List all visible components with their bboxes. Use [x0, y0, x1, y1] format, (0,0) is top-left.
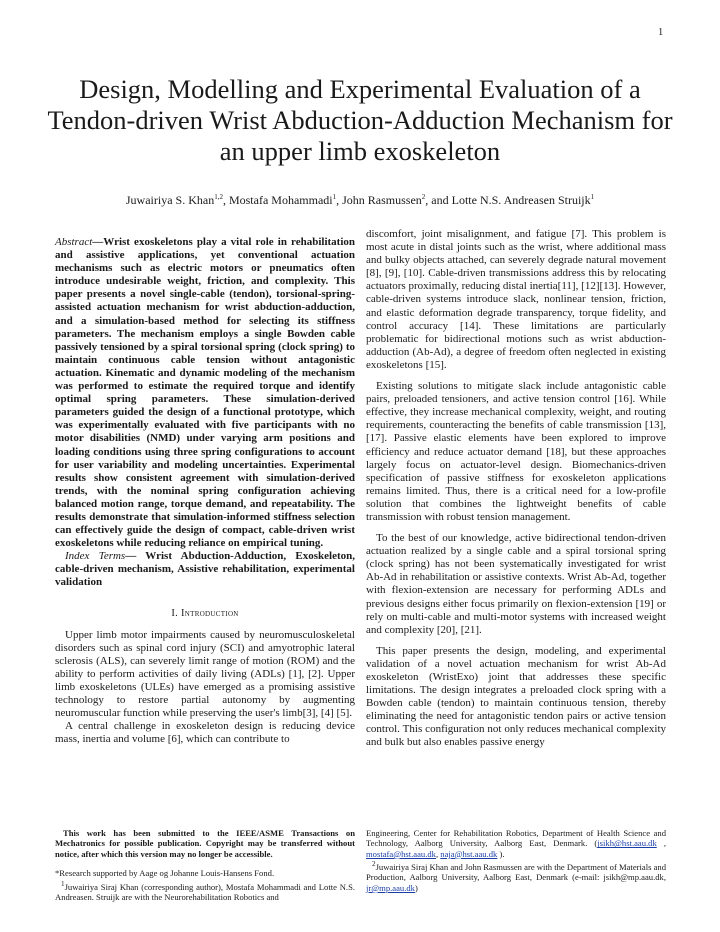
affiliation-text: Engineering, Center for Rehabilitation Robotics, Department of Health Science and Technology, Aalborg University, Aalborg East, Denmark. (: [366, 828, 666, 849]
affiliation-note-continued: [366, 828, 666, 859]
affiliation-text: ).: [497, 848, 505, 859]
author-separator: ,: [222, 193, 229, 207]
author-name: Lotte N.S. Andreasen Struijk: [451, 193, 591, 207]
body-paragraph: Existing solutions to mitigate slack include antagonistic cable pairs, preloaded tensioners, and active tension control [16]. While effective, they increase mechanical complexity, weight, and routing requirements, counteracting the benefits of cable transmission [13], [17]. Passive elastic elements have been explored to improve efficiency and reduce actuator demand [18], but these approaches largely focus on actuator-level design. Biomechanics-driven specification of passive stiffness for exoskeleton applications remains limited. Thus, there is a critical need for a low-profile solution that combines the lightweight benefits of cable transmission with robust tension management.: [366, 380, 666, 523]
email-link[interactable]: jr@mp.aau.dk: [366, 882, 415, 893]
affiliation-marker: 1: [61, 879, 65, 888]
intro-paragraph: Upper limb motor impairments caused by neuromusculoskeletal disorders such as spinal cord injury (SCI) and amyotrophic lateral sclerosis (ALS), can severely limit range of motion (ROM) and the ability to perform activities of daily living (ADLs) [1], [2]. Upper limb exoskeletons (ULEs) have emerged as a promising assistive technology to restore partial autonomy by augmenting neuromuscular function while preserving the user's limb[3], [4] [5].: [55, 628, 355, 720]
footnotes-right: [366, 828, 666, 893]
author-separator: ,: [336, 193, 343, 207]
author-separator: , and: [425, 193, 452, 207]
author-name: Mostafa Mohammadi: [228, 193, 333, 207]
author-name: Juwairiya S. Khan: [125, 193, 215, 207]
funding-note: *Research supported by Aage og Johanne Louis-Hansens Fond.: [55, 868, 275, 879]
submission-note: This work has been submitted to the IEEE/ASME Transactions on Mechatronics for possible publication. Copyright may be transferred without notice, after which this version may no longer be accessible.: [55, 828, 355, 859]
author-affiliation: 1: [332, 193, 337, 201]
email-link[interactable]: naja@hst.aau.dk: [440, 848, 498, 859]
section-heading: [55, 607, 355, 620]
affiliation-text: Juwairiya Siraj Khan (corresponding author), Mostafa Mohammadi and Lotte N.S. Andreasen. Struijk are with the Neurorehabilitation Robotics and: [55, 881, 355, 902]
affiliation-text: Juwairiya Siraj Khan and John Rasmussen are with the Department of Materials and Production, Aalborg University, Aalborg East, Denmark (e-mail: jsikh@mp.aau.dk,: [366, 862, 666, 883]
affiliation-marker: 2: [372, 860, 376, 869]
email-separator: ,: [435, 848, 441, 859]
affiliation-note: [366, 859, 666, 893]
email-separator: ,: [656, 838, 666, 849]
affiliation-text: ): [414, 882, 418, 893]
intro-paragraph: A central challenge in exoskeleton design is reducing device mass, inertia and volume [6], which can contribute to: [55, 720, 355, 746]
body-paragraph: This paper presents the design, modeling, and experimental validation of a novel actuation mechanism for wrist Ab-Ad exoskeleton (WristExo) joint that addresses these specific limitations. The design integrates a preloaded clock spring with a Bowden cable (tendon) to maintain continuous tension, thereby eliminating the need for antagonistic tendon pairs or active tension control. This configuration not only reduces mechanical complexity and bulk but also enables passive energy: [366, 644, 666, 749]
author-affiliation: 1,2: [214, 193, 223, 201]
page-number: 1: [658, 27, 664, 38]
section-title: Introduction: [181, 607, 239, 619]
author-list: [40, 193, 680, 208]
footnotes-left: [55, 828, 355, 902]
paper-title: Design, Modelling and Experimental Evaluation of a Tendon-driven Wrist Abduction-Adduction Mechanism for an upper limb exoskeleton: [47, 74, 673, 166]
author-affiliation: 1: [590, 193, 595, 201]
abstract-text: —Wrist exoskeletons play a vital role in rehabilitation and assistive applications, yet conventional actuation mechanisms such as electric motors or pneumatics often introduce undesirable weight, friction, and complexity. This paper presents a novel single-cable (tendon), torsional-spring-assisted actuation mechanism for wrist abduction-adduction, and a simulation-based method for selecting its stiffness parameters. The mechanism employs a single Bowden cable passively tensioned by a spiral torsional spring (clock spring) to maintain continuous cable tension without antagonistic actuation. Kinematic and dynamic modeling of the mechanism was performed to estimate the required torque and identify optimal spring parameters. These simulation-derived parameters guided the design of a functional prototype, which was experimentally evaluated with five participants with no motor disabilities (NMD) under varying arm positions and loading conditions using three spring configurations to account for user variability and modeling uncertainties. Experimental results show consistent agreement with simulation-derived trends, with the nominal spring configuration achieving balanced motion range, torque demand, and repeatability. The results demonstrate that simulation-informed stiffness selection can effectively guide the design of compact, cable-driven wrist exoskeletons while reducing reliance on empirical tuning.: [55, 236, 355, 550]
section-numeral: I.: [171, 607, 179, 619]
index-terms-label: Index Terms: [65, 550, 126, 563]
email-link[interactable]: jsikh@hst.aau.dk: [597, 838, 657, 849]
right-column: [366, 228, 666, 750]
left-column: [55, 236, 355, 746]
index-terms: [55, 550, 355, 589]
affiliation-note: [55, 879, 355, 903]
body-paragraph: To the best of our knowledge, active bidirectional tendon-driven actuation realized by a single cable and a spiral torsional spring (clock spring) has not been systematically investigated for wrist Ab-Ad in rehabilitation or assistive contexts. Wrist Ab-Ad, together with flexion-extension are necessary for performing ADLs and previous designs either focus primarily on flexion-extension [19] or rely on multi-cable and multi-motor systems with increased weight and complexity [20], [21].: [366, 532, 666, 636]
abstract-label: Abstract: [55, 236, 93, 248]
body-paragraph: discomfort, joint misalignment, and fatigue [7]. This problem is most acute in distal joints such as the wrist, where additional mass and bulky objects attached, can severely degrade natural movement [8], [9], [10]. Cable-driven transmissions address this by relocating actuators proximally, reducing distal inertia[11], [12][13]. However, cable-driven systems introduce slack, nonlinear tension, friction, and elastic deformation degrade transparency, torque fidelity, and control accuracy [14]. These limitations are particularly problematic for bidirectional motions such as wrist abduction-adduction (Ab-Ad), a degree of freedom often neglected in existing exoskeletons [15].: [366, 228, 666, 371]
email-link[interactable]: mostafa@hst.aau.dk: [366, 848, 436, 859]
abstract: [55, 236, 355, 550]
index-terms-text: — Wrist Abduction-Adduction, Exoskeleton, cable-driven mechanism, Assistive rehabilitation, experimental validation: [55, 550, 355, 589]
author-name: John Rasmussen: [342, 193, 422, 207]
author-affiliation: 2: [421, 193, 426, 201]
